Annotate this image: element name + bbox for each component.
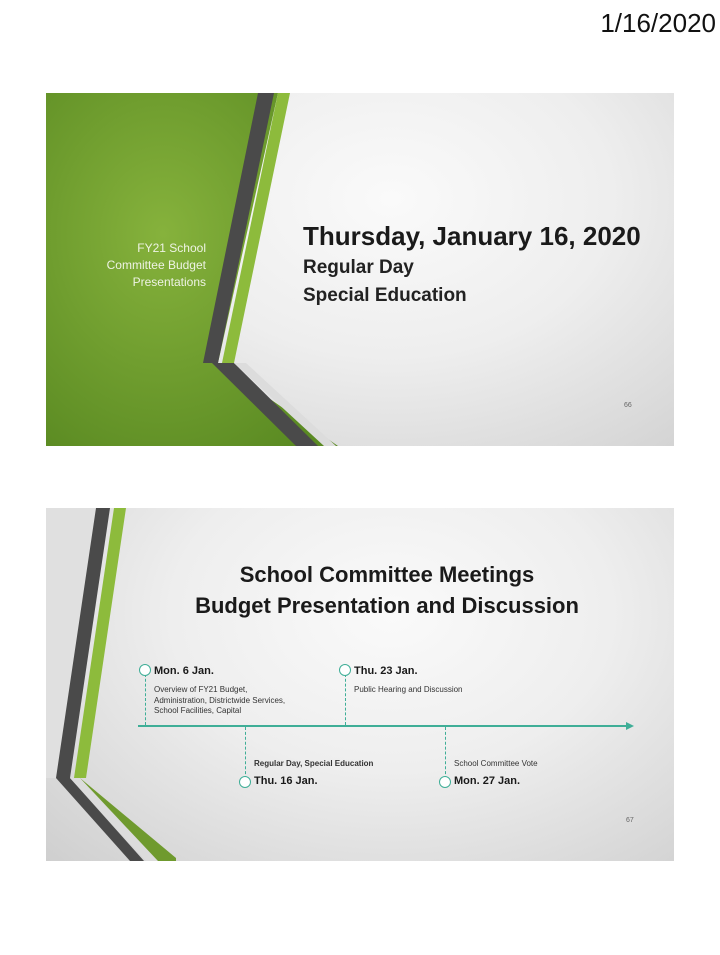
light-stripe-lower — [70, 778, 158, 861]
slide-number: 67 — [626, 817, 634, 824]
event-description: School Committee Vote — [454, 759, 538, 768]
location-pin-icon — [439, 776, 451, 788]
location-pin-icon — [339, 664, 351, 676]
event-date: Mon. 27 Jan. — [454, 775, 521, 787]
event-date: Thu. 16 Jan. — [254, 775, 318, 787]
subtitle-line: Regular Day — [303, 257, 414, 278]
timeline-arrow — [626, 722, 634, 730]
slide-title: Thursday, January 16, 2020 — [303, 221, 641, 251]
event-connector — [245, 727, 246, 779]
event-date: Mon. 6 Jan. — [154, 665, 214, 677]
event-description: Overview of FY21 Budget, Administration, Districtwide Services, School Facilities, Capital — [154, 685, 286, 715]
dark-stripe-lower — [56, 778, 144, 861]
event-description: Public Hearing and Discussion — [354, 685, 463, 694]
location-pin-icon — [139, 664, 151, 676]
timeline-axis — [138, 725, 626, 727]
slide-number: 66 — [624, 402, 632, 409]
event-connector — [345, 674, 346, 725]
location-pin-icon — [239, 776, 251, 788]
slide-67 — [46, 508, 674, 861]
event-connector — [145, 674, 146, 725]
slide-subtitle: Budget Presentation and Discussion — [195, 593, 579, 618]
slide-title: School Committee Meetings — [239, 562, 535, 587]
page-date: 1/16/2020 — [600, 8, 716, 38]
slide-66 — [46, 93, 674, 446]
side-caption: FY21 School Committee Budget Presentations — [106, 241, 206, 289]
subtitle-line: Special Education — [303, 285, 467, 306]
event-date: Thu. 23 Jan. — [354, 665, 418, 677]
event-connector — [445, 727, 446, 779]
event-description: Regular Day, Special Education — [254, 759, 374, 768]
